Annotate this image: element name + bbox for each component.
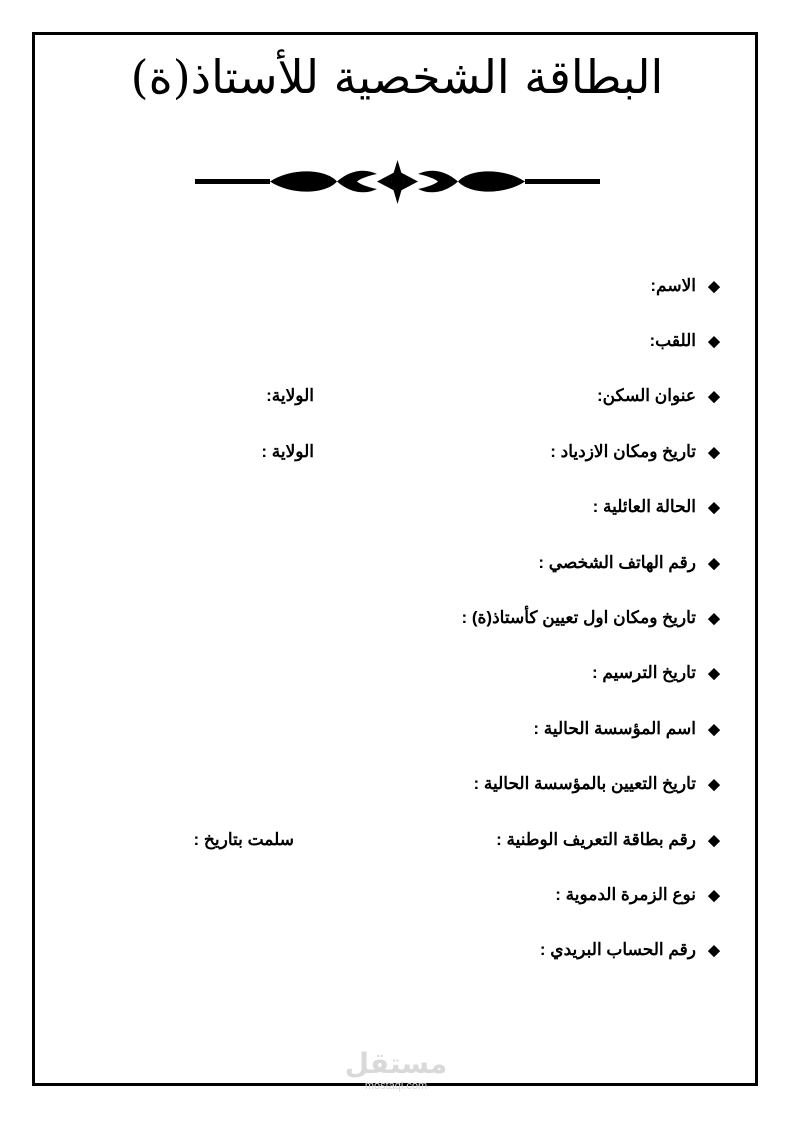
field-blood-type [84,867,724,922]
diamond-bullet-icon: ◆ [708,886,720,904]
diamond-bullet-icon: ◆ [708,499,720,517]
field-national-id [84,812,724,867]
field-label: تاريخ الترسيم : [591,663,696,683]
field-label: نوع الزمرة الدموية : [555,884,696,904]
field-tenure-date [84,646,724,701]
diamond-bullet-icon: ◆ [708,333,720,351]
field-first-appointment [84,590,724,645]
diamond-bullet-icon: ◆ [708,720,720,738]
watermark-arabic: مستقل [344,1047,448,1080]
field-current-appointment-date [84,757,724,812]
field-label: رقم الحساب البريدي : [539,940,696,960]
field-label: رقم بطاقة التعريف الوطنية : [496,829,696,849]
diamond-bullet-icon: ◆ [708,388,720,406]
field-label: الحالة العائلية : [592,497,696,517]
field-label: الاسم: [650,275,696,295]
diamond-bullet-icon: ◆ [708,554,720,572]
info-fields-list [84,258,724,978]
field-address [84,369,724,424]
diamond-bullet-icon: ◆ [708,277,720,295]
diamond-bullet-icon: ◆ [708,443,720,461]
field-phone [84,535,724,590]
field-surname [84,313,724,368]
diamond-bullet-icon: ◆ [708,831,720,849]
field-current-institution [84,701,724,756]
field-label: اسم المؤسسة الحالية : [533,718,696,738]
diamond-bullet-icon: ◆ [708,776,720,794]
field-name [84,258,724,313]
field-label: تاريخ التعيين بالمؤسسة الحالية : [473,774,696,794]
field-birth-date-place [84,424,724,479]
field-sub-label: الولاية : [261,441,314,461]
ornament-divider-icon [195,158,600,206]
field-postal-account [84,923,724,978]
field-label: عنوان السكن: [596,386,696,406]
field-sub-label: سلمت بتاريخ : [193,829,294,849]
diamond-bullet-icon: ◆ [708,610,720,628]
diamond-bullet-icon: ◆ [708,942,720,960]
field-label: تاريخ ومكان اول تعيين كأستاذ(ة) : [461,608,696,628]
diamond-bullet-icon: ◆ [708,665,720,683]
field-marital-status [84,480,724,535]
watermark-latin: mostaql.com [364,1080,428,1092]
watermark [336,1047,456,1092]
field-sub-label: الولاية: [266,386,314,406]
page-title: البطاقة الشخصية للأستاذ(ة) [130,50,664,104]
field-label: رقم الهاتف الشخصي : [538,552,696,572]
field-label: تاريخ ومكان الازدياد : [550,441,696,461]
field-label: اللقب: [649,331,696,351]
